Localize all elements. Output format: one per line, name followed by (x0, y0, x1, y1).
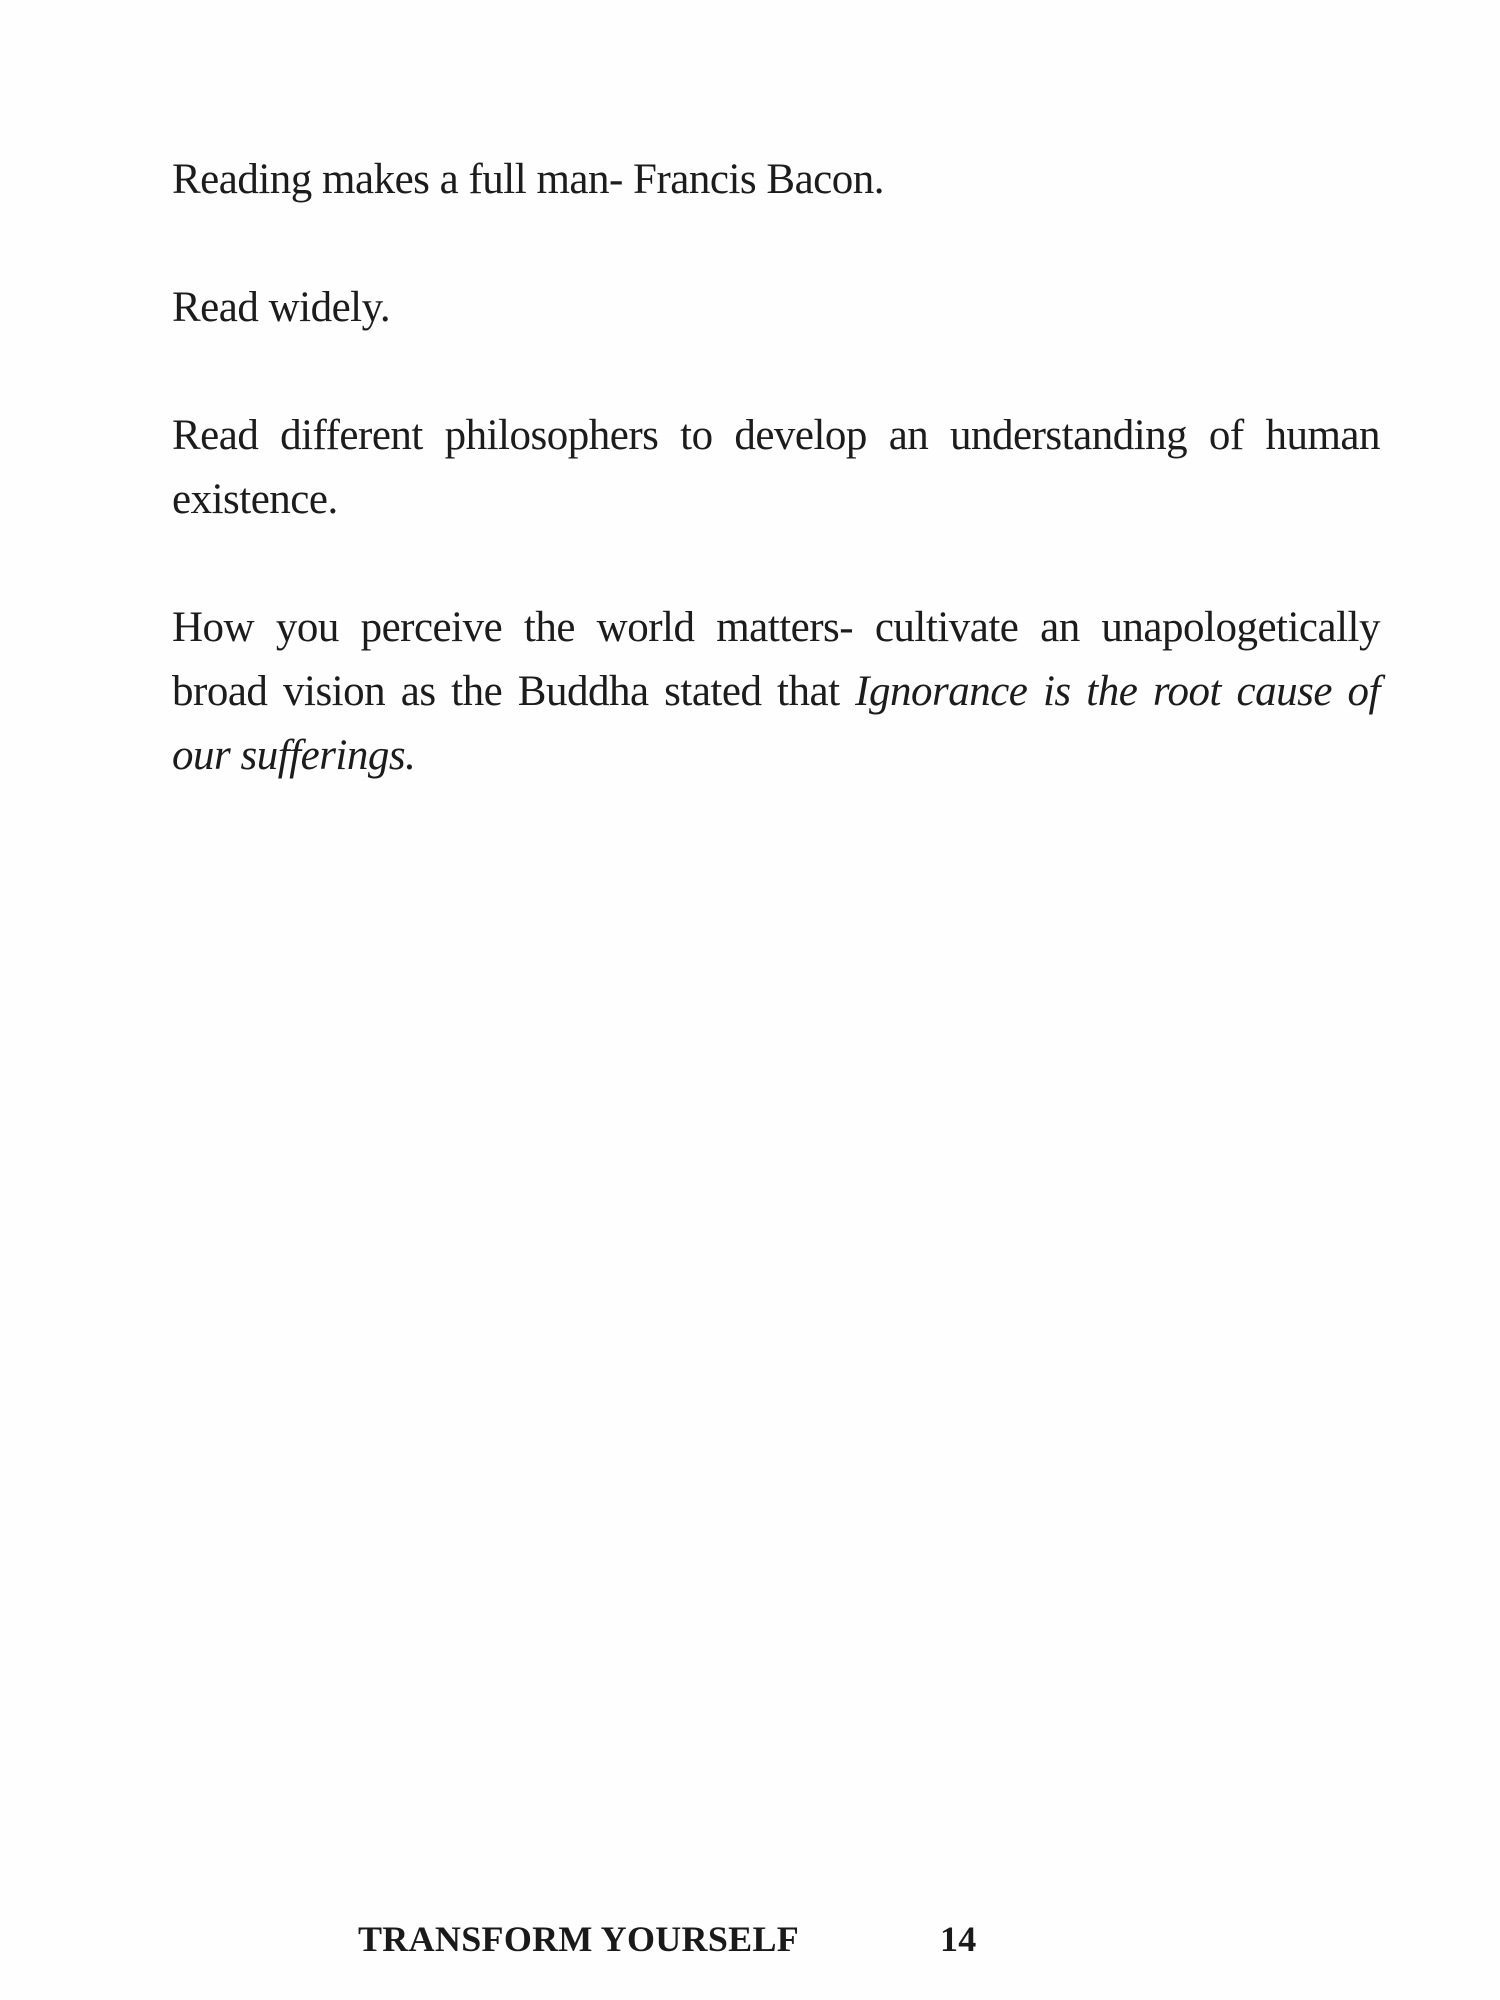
perception-text: How you perceive the world matters- cultivate an unapologetically broad vision as the Buddha stated that (172, 604, 1380, 715)
paragraph-perception (172, 596, 1380, 788)
page-footer (0, 1918, 1500, 1968)
buddha-quote: Ignorance is the root cause of our sufferings. (172, 668, 1381, 779)
paragraph-francis-bacon: Reading makes a full man- Francis Bacon. (172, 156, 884, 203)
paragraph-philosophers: Read different philosophers to develop an understanding of human existence. (172, 412, 1380, 523)
book-title: TRANSFORM YOURSELF (358, 1919, 800, 1959)
paragraph-read-widely: Read widely. (172, 284, 391, 331)
page-number: 14 (940, 1919, 977, 1959)
page-body (172, 148, 1380, 852)
